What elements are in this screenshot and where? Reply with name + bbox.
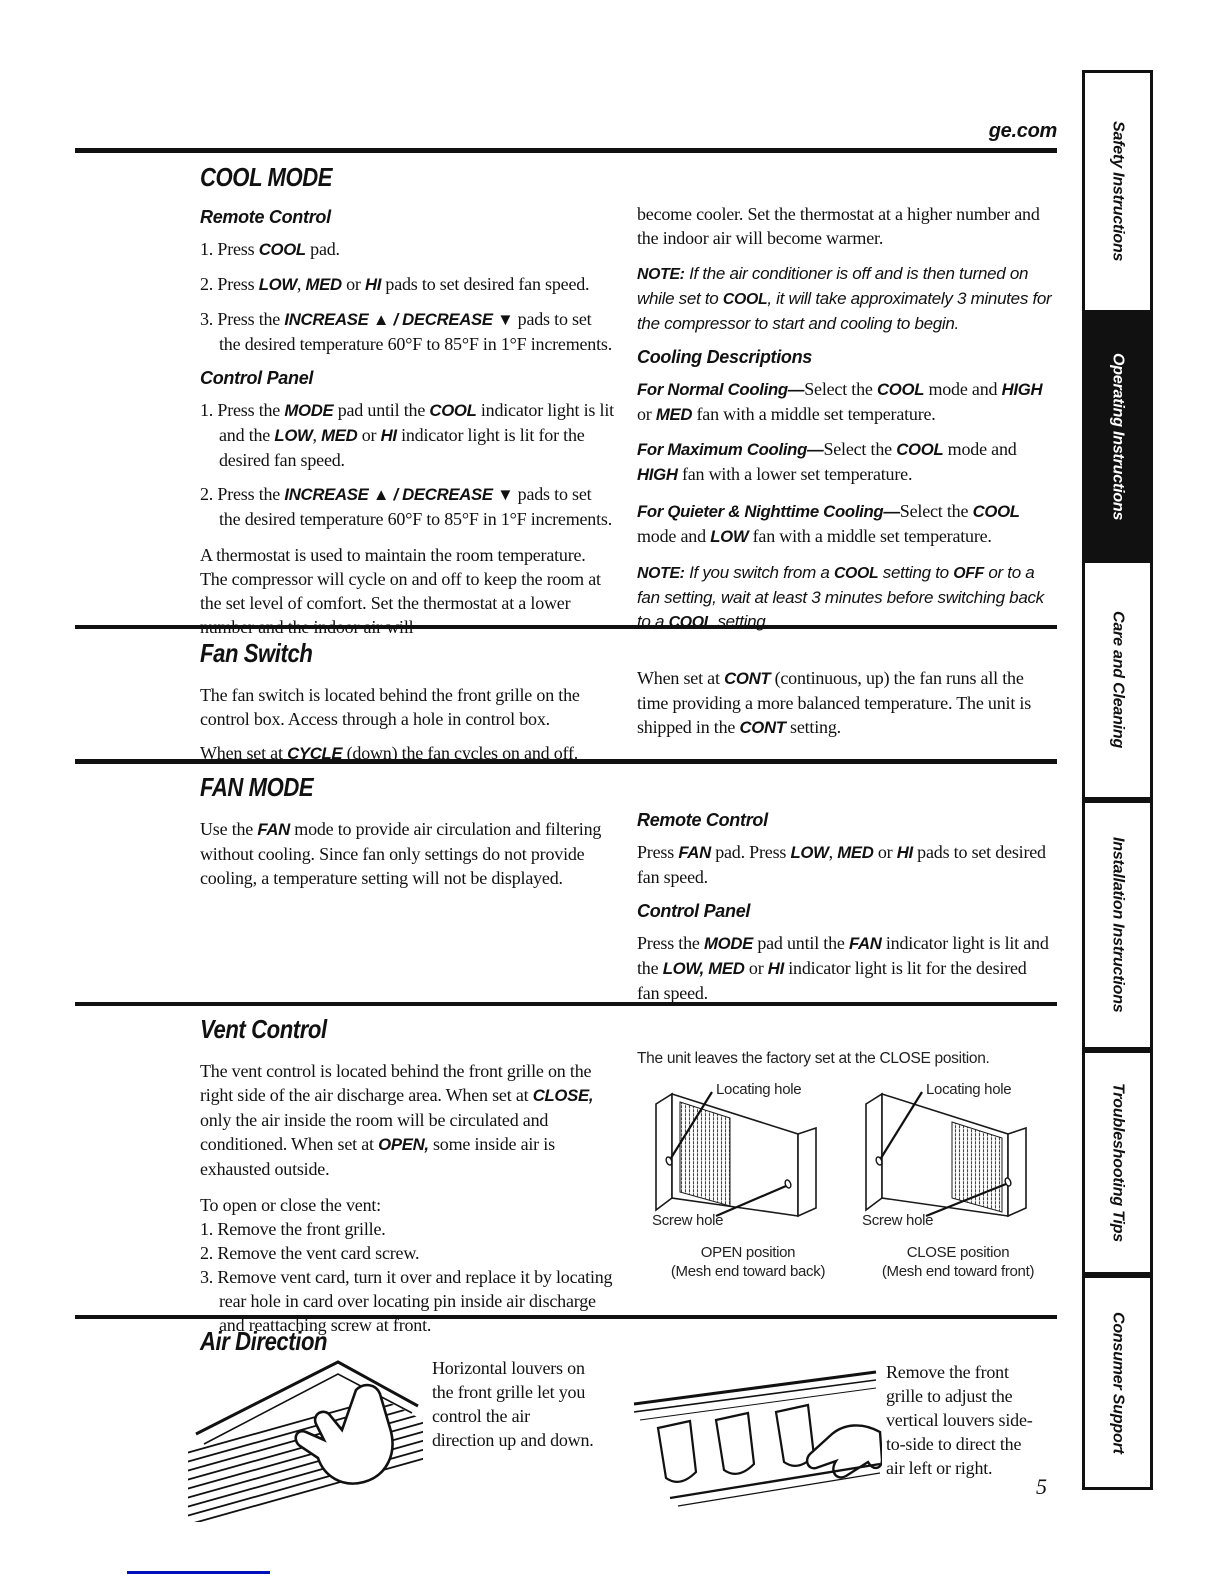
remote-step-2: 2. Press LOW, MED or HI pads to set desired fan speed. (200, 274, 590, 294)
subhead-cooling-descriptions: Cooling Descriptions (637, 347, 813, 367)
vent-control-paragraph: The vent control is located behind the front grille on the right side of the air discharge area. When set at CLOSE, only the air inside the room will be circulated and conditioned. When set at OPEN, some inside air is exhausted outside. (200, 1061, 594, 1179)
hand-illustration (296, 1385, 393, 1483)
fan-mode-left-column (200, 772, 620, 900)
cool-mode-right-column (637, 202, 1052, 646)
website-link: ge.com (988, 120, 1057, 142)
vertical-louvers-text: Remove the front grille to adjust the vertical louvers side-to-side to direct the air left or right. (886, 1362, 1033, 1478)
grille-bottom-rail-inner (678, 1473, 880, 1506)
note-switch-delay: NOTE: If you switch from a COOL setting to OFF or to a fan setting, wait at least 3 minutes before switching back to a COOL setting. (637, 563, 1044, 631)
section-heading-vent-control: Vent Control (200, 1014, 327, 1044)
cooling-item-nighttime: For Quieter & Nighttime Cooling—Select the COOL mode and LOW fan with a middle set temperature. (637, 501, 1020, 546)
sidebar-tab-installation-instructions[interactable]: Installation Instructions (1082, 800, 1153, 1050)
mesh-area (952, 1122, 1002, 1212)
vent-step-2: 2. Remove the vent card screw. (200, 1243, 420, 1263)
vent-card-open-illustration (648, 1078, 848, 1238)
cooling-item-maximum: For Maximum Cooling—Select the COOL mode and HIGH fan with a lower set temperature. (637, 439, 1017, 484)
card-right-flange (798, 1128, 816, 1216)
fan-switch-paragraph-3: When set at CONT (continuous, up) the fan runs all the time providing a more balanced temperature. The unit is shipped in the CONT setting. (637, 668, 1032, 737)
screw-hole-label: Screw hole (652, 1212, 724, 1229)
fan-mode-right-column (637, 810, 1052, 1015)
sidebar-tab-care-and-cleaning[interactable]: Care and Cleaning (1082, 560, 1153, 800)
vertical-fin (716, 1413, 754, 1474)
footer-link-line[interactable] (127, 1571, 270, 1574)
cool-mode-left-column (200, 162, 615, 649)
thermostat-paragraph: A thermostat is used to maintain the room temperature. The compressor will cycle on and off to keep the room at the set level of comfort. Set the thermostat at a lower number and the indoor air will (200, 545, 601, 637)
vent-control-left-column (200, 1014, 620, 1337)
sidebar-tab-consumer-support[interactable]: Consumer Support (1082, 1275, 1153, 1490)
figure-caption: OPEN position (700, 1244, 796, 1261)
page-number: 5 (1036, 1474, 1047, 1499)
panel-step-1: 1. Press the MODE pad until the COOL indicator light is lit and the LOW, MED or HI indicator light is lit for the desired fan speed. (200, 400, 614, 470)
horizontal-louvers-illustration (188, 1350, 423, 1522)
section-divider (75, 148, 1057, 153)
vent-card-close-figure (858, 1078, 1058, 1281)
subhead-control-panel: Control Panel (637, 901, 751, 921)
sidebar-tab-troubleshooting-tips[interactable]: Troubleshooting Tips (1082, 1050, 1153, 1275)
subhead-remote-control: Remote Control (200, 207, 331, 227)
locating-hole-label: Locating hole (926, 1081, 1012, 1098)
section-heading-cool-mode: COOL MODE (200, 162, 333, 192)
remote-step-3: 3. Press the INCREASE ▲ / DECREASE ▼ pads to set the desired temperature 60°F to 85°F in 1°F increments. (200, 309, 613, 354)
vent-card-open-figure (648, 1078, 848, 1281)
note-compressor-delay: NOTE: If the air conditioner is off and is then turned on while set to COOL, it will take approximately 3 minutes for the compressor to start and cooling to begin. (637, 264, 1052, 333)
figure-subcaption: (Mesh end toward front) (881, 1263, 1035, 1280)
figure-subcaption: (Mesh end toward back) (670, 1263, 826, 1280)
figure-caption: CLOSE position (906, 1244, 1010, 1261)
fan-switch-paragraph-1: The fan switch is located behind the front grille on the control box. Access through a hole in control box. (200, 685, 580, 729)
vent-steps-intro: To open or close the vent: (200, 1195, 381, 1215)
grille-frame-edge (640, 1388, 876, 1420)
fan-switch-right-column (637, 666, 1055, 750)
grille-frame-inner (634, 1380, 876, 1412)
cooling-item-normal: For Normal Cooling—Select the COOL mode and HIGH or MED fan with a middle set temperature. (637, 379, 1043, 424)
vertical-louvers-illustration (630, 1360, 882, 1510)
screw-hole-label: Screw hole (862, 1212, 934, 1229)
section-heading-air-direction: Air Direction (200, 1326, 328, 1356)
mesh-area (680, 1102, 730, 1206)
section-heading-fan-switch: Fan Switch (200, 638, 313, 668)
subhead-remote-control: Remote Control (637, 810, 768, 830)
grille-frame-outer (634, 1372, 876, 1404)
sidebar-tab-safety-instructions[interactable]: Safety Instructions (1082, 70, 1153, 313)
fan-mode-remote-paragraph: Press FAN pad. Press LOW, MED or HI pads to set desired fan speed. (637, 842, 1046, 887)
grille-bottom-rail (670, 1464, 880, 1498)
fan-switch-left-column (200, 638, 620, 776)
vertical-fin (658, 1421, 696, 1482)
subhead-control-panel: Control Panel (200, 368, 314, 388)
remote-step-1: 1. Press COOL pad. (200, 239, 340, 259)
locating-hole-label: Locating hole (716, 1081, 802, 1098)
sidebar-tab-operating-instructions[interactable]: Operating Instructions (1082, 313, 1153, 560)
panel-step-2: 2. Press the INCREASE ▲ / DECREASE ▼ pads to set the desired temperature 60°F to 85°F in 1°F increments. (200, 484, 613, 529)
fan-mode-panel-paragraph: Press the MODE pad until the FAN indicator light is lit and the LOW, MED or HI indicator light is lit for the desired fan speed. (637, 933, 1049, 1003)
fan-mode-paragraph: Use the FAN mode to provide air circulation and filtering without cooling. Since fan only settings do not provide cooling, a temperature setting will not be displayed. (200, 819, 602, 888)
card-left-flange (656, 1094, 672, 1210)
horizontal-louvers-text: Horizontal louvers on the front grille let you control the air direction up and down. (432, 1358, 594, 1450)
fan-switch-paragraph-2: When set at CYCLE (down) the fan cycles on and off. (200, 743, 579, 763)
factory-setting-note: The unit leaves the factory set at the CLOSE position. (637, 1050, 990, 1067)
section-heading-fan-mode: FAN MODE (200, 772, 314, 802)
vent-step-3: 3. Remove vent card, turn it over and replace it by locating rear hole in card over locating pin inside air discharge and reattaching screw at front. (200, 1267, 613, 1335)
vent-card-close-illustration (858, 1078, 1058, 1238)
section-tab-sidebar (1082, 70, 1153, 1490)
thermostat-paragraph-continued: become cooler. Set the thermostat at a higher number and the indoor air will become warmer. (637, 204, 1040, 248)
vent-step-1: 1. Remove the front grille. (200, 1219, 386, 1239)
card-right-flange (1008, 1128, 1026, 1216)
card-left-flange (866, 1094, 882, 1210)
